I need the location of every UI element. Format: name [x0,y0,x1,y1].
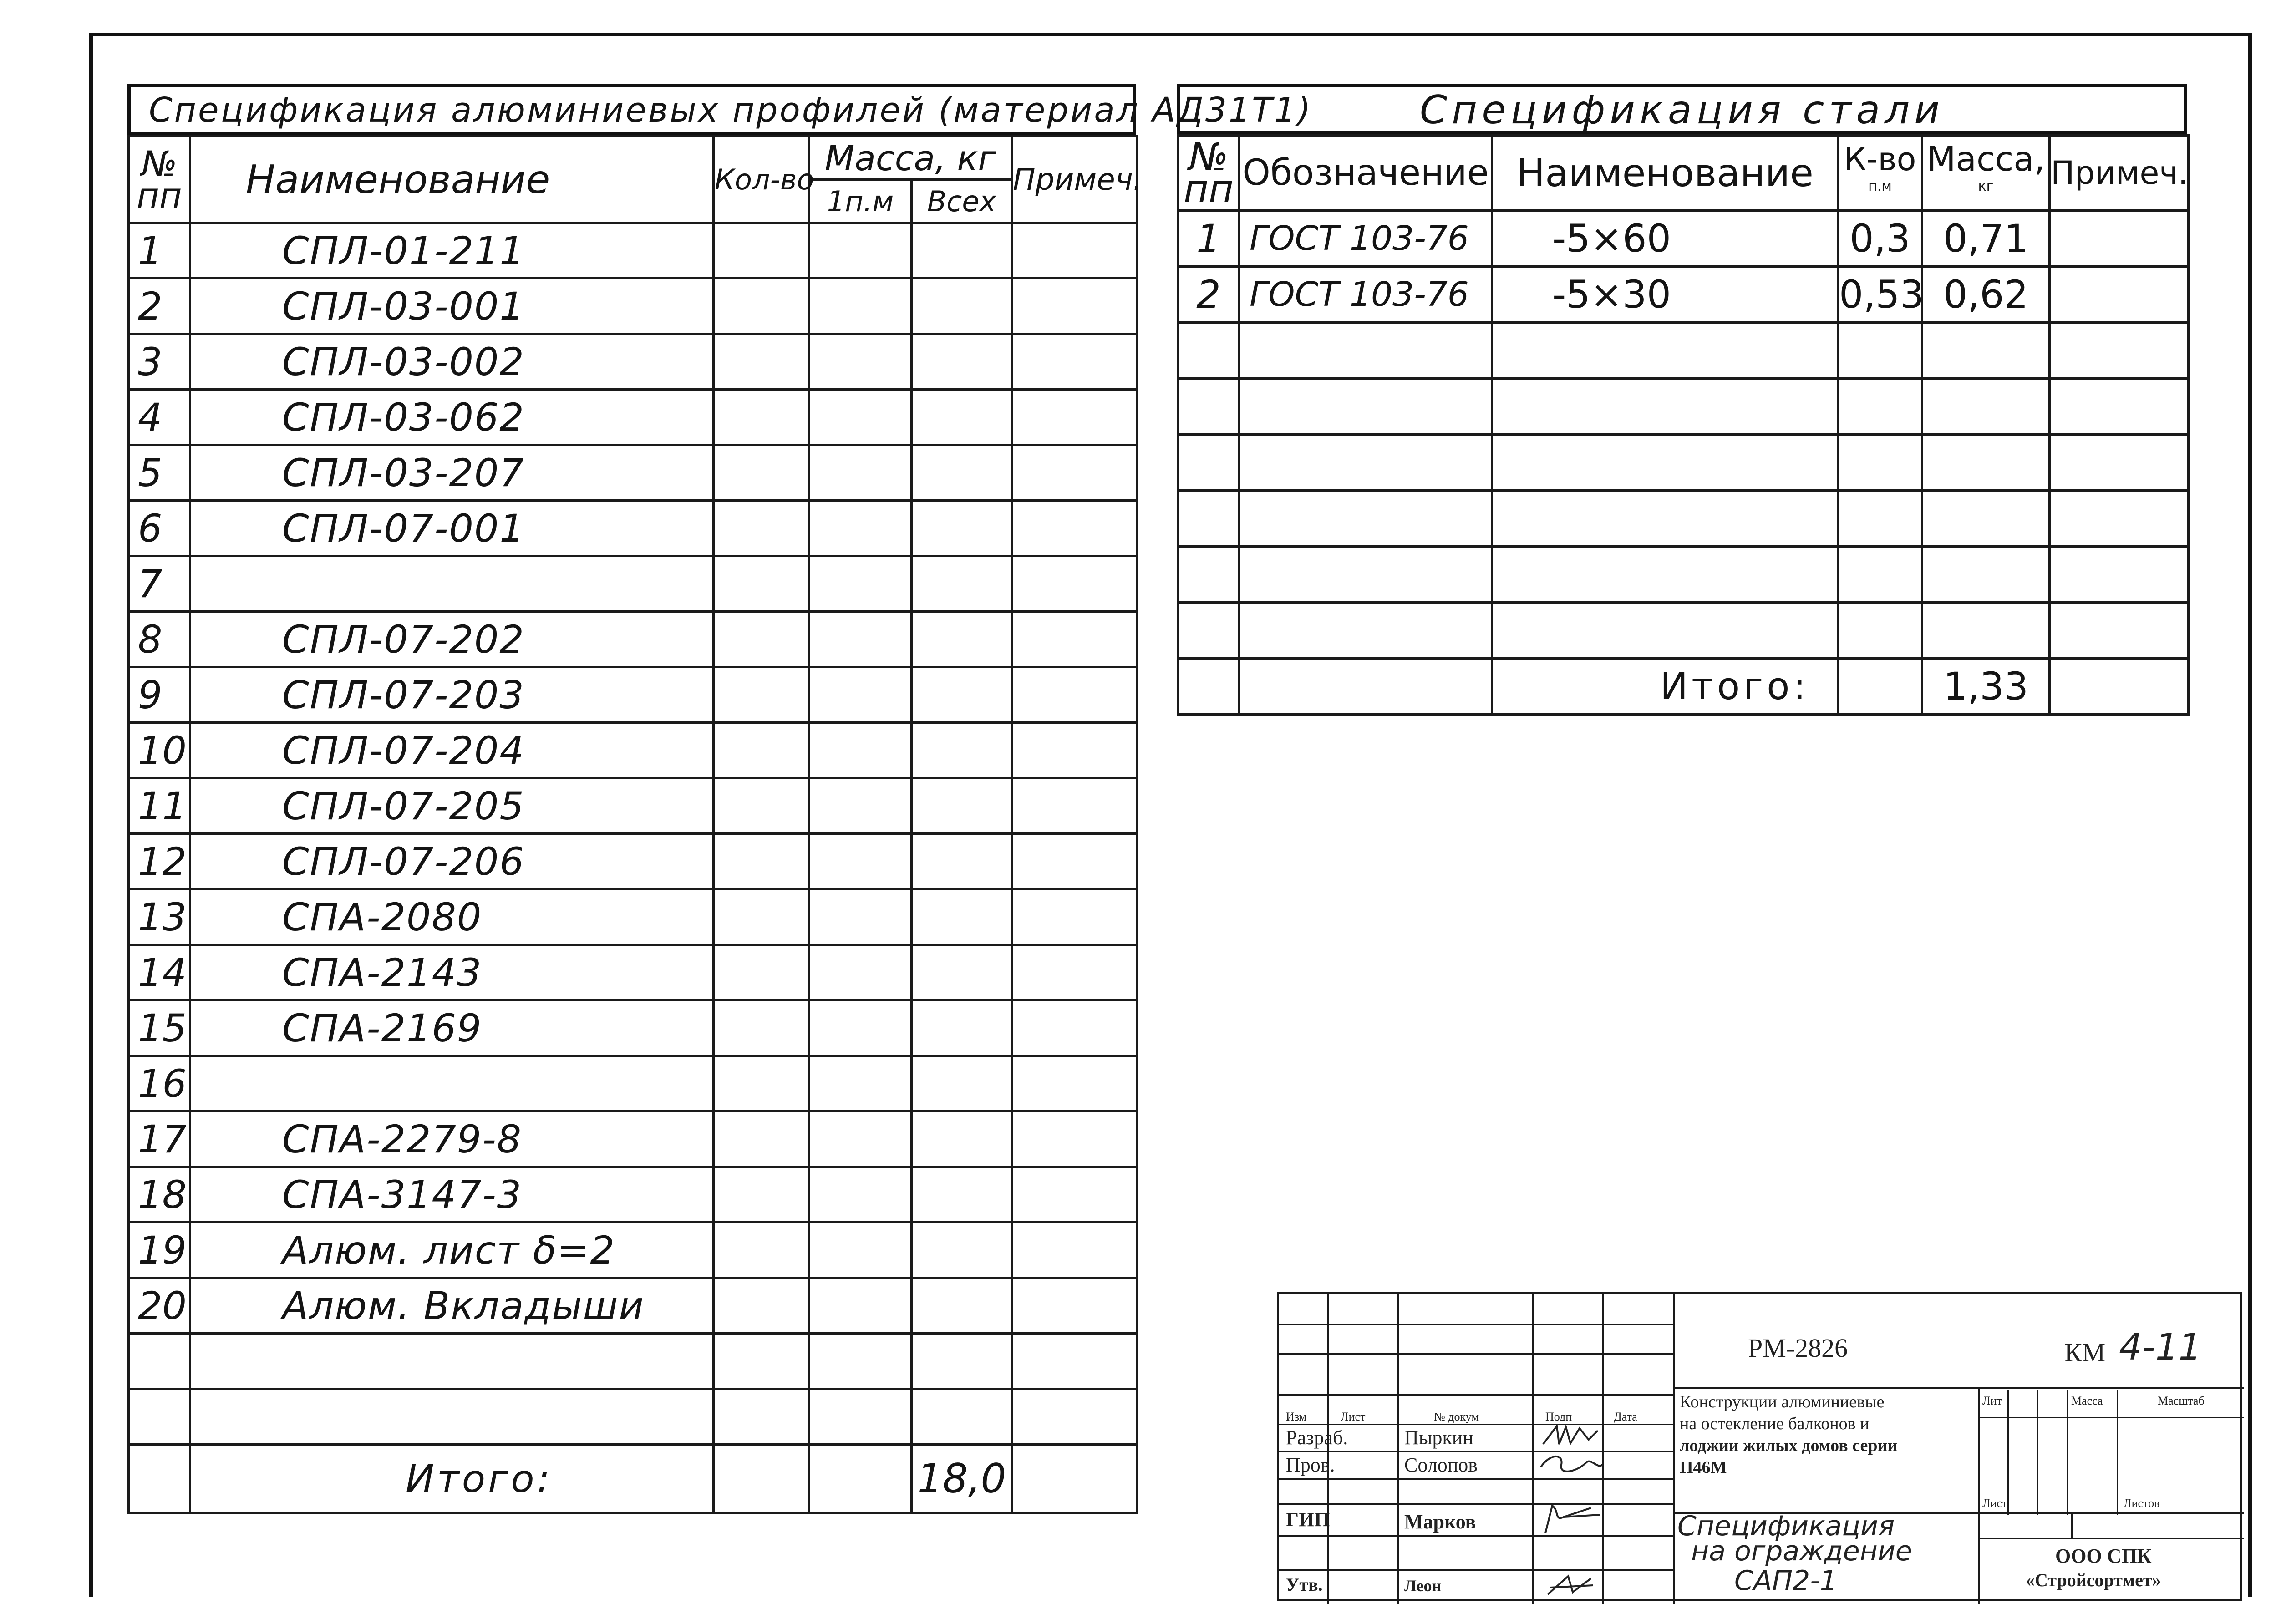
profile-name: СПЛ-01-211 [190,223,714,279]
name-checked: Солопов [1404,1454,1478,1476]
designation-cell: ГОСТ 103-76 [1240,211,1492,267]
mass-per-m-cell [809,945,912,1000]
aluminium-total-label: Итого: [190,1445,714,1513]
qty-cell [714,556,809,612]
mass-total-cell [912,667,1012,723]
steel-header-qty-unit: п.м [1868,178,1892,194]
table-row [129,279,1137,334]
qty-cell [714,501,809,556]
row-number: 20 [129,1278,190,1334]
sheet-code: КМ [2064,1338,2106,1367]
company-line-1: ООО СПК [2055,1545,2152,1567]
row-number: 8 [129,612,190,667]
mass-per-m-cell [809,612,912,667]
steel-spec-grid [1177,134,2190,716]
row-number: 9 [129,667,190,723]
qty-cell [714,1223,809,1278]
table-row [129,834,1137,889]
qty-cell [714,1056,809,1111]
qty-cell [714,223,809,279]
name-gip: Марков [1404,1511,1476,1533]
header-num: № пп [129,137,190,223]
mass-per-m-cell [809,1056,912,1111]
steel-mass-cell: 0,71 [1922,211,2050,267]
note-cell [2050,267,2189,323]
steel-total-value: 1,33 [1922,659,2050,715]
steel-total-label: Итого: [1492,659,1838,715]
mass-per-m-cell [809,445,912,501]
row-number: 3 [129,334,190,390]
name-approved: Леон [1404,1577,1442,1595]
header-qty: Кол-во [714,137,809,223]
steel-header-note: Примеч. [2050,136,2189,211]
header-mass: Масса, кг [809,137,1012,180]
note-cell [1012,279,1137,334]
row-number: 19 [129,1223,190,1278]
row-number: 15 [129,1000,190,1056]
header-mass-per-m: 1п.м [809,180,912,223]
mass-per-m-cell [809,667,912,723]
steel-header-qty [1838,136,1922,211]
company-line-2: «Стройсортмет» [2026,1570,2161,1590]
mass-per-m-cell [809,1111,912,1167]
mass-total-cell [912,1000,1012,1056]
note-cell [1012,834,1137,889]
mass-total-cell [912,1223,1012,1278]
header-name: Наименование [190,137,714,223]
role-developer: Разраб. [1286,1426,1348,1449]
mass-total-cell [912,834,1012,889]
table-row [129,223,1137,279]
title-block [1277,1292,2242,1601]
qty-cell [714,445,809,501]
table-row [129,1278,1137,1334]
note-cell [1012,501,1137,556]
description-line-3: лоджии жилых домов серии [1680,1436,1898,1455]
role-approved: Утв. [1286,1574,1323,1595]
profile-name: СПЛ-07-205 [190,778,714,834]
mass-total-cell [912,723,1012,778]
note-cell [1012,1223,1137,1278]
table-row [129,1056,1137,1111]
note-cell [1012,945,1137,1000]
steel-header-qty-label: К-во [1844,141,1916,178]
qty-cell [714,1000,809,1056]
note-cell [1012,1278,1137,1334]
mass-per-m-cell [809,556,912,612]
role-gip: ГИП [1286,1508,1330,1531]
mass-per-m-cell [809,1223,912,1278]
qty-cell [714,889,809,945]
note-cell [1012,390,1137,445]
steel-name-cell: -5×30 [1492,267,1838,323]
stamp-header-scale: Масштаб [2158,1394,2205,1407]
note-cell [1012,1167,1137,1223]
note-cell [1012,778,1137,834]
profile-name: СПЛ-03-062 [190,390,714,445]
mass-total-cell [912,390,1012,445]
profile-name: СПЛ-07-202 [190,612,714,667]
table-row [129,1000,1137,1056]
mass-total-cell [912,556,1012,612]
profile-name: СПЛ-03-002 [190,334,714,390]
steel-spec-title: Спецификация стали [1177,84,2187,134]
table-row [129,1111,1137,1167]
qty-cell [714,1278,809,1334]
signature-gip [1536,1501,1605,1535]
row-number: 4 [129,390,190,445]
row-number: 13 [129,889,190,945]
row-number: 16 [129,1056,190,1111]
qty-cell [714,1167,809,1223]
row-number: 11 [129,778,190,834]
profile-name: СПЛ-03-001 [190,279,714,334]
mass-per-m-cell [809,334,912,390]
table-row [129,501,1137,556]
profile-name: СПЛ-07-203 [190,667,714,723]
stamp-header-lit: Лит [1982,1394,2002,1407]
mass-per-m-cell [809,223,912,279]
profile-name: СПЛ-07-206 [190,834,714,889]
profile-name: СПЛ-03-207 [190,445,714,501]
note-cell [1012,1000,1137,1056]
row-number: 1 [129,223,190,279]
qty-cell [714,778,809,834]
note-cell [1012,223,1137,279]
row-number: 12 [129,834,190,889]
qty-cell [714,279,809,334]
stamp-header-list: Лист [1341,1410,1366,1423]
row-number: 2 [1178,267,1240,323]
mass-total-cell [912,501,1012,556]
aluminium-total-value: 18,0 [912,1445,1012,1513]
description-line-2: на остекление балконов и [1680,1414,1870,1433]
steel-header-mass-label: Масса, [1926,140,2045,179]
name-developer: Пыркин [1404,1426,1473,1449]
mass-per-m-cell [809,834,912,889]
stamp-header-sheet: Лист [1982,1497,2007,1510]
description-line-4: П46М [1680,1458,1727,1477]
mass-per-m-cell [809,501,912,556]
note-cell [1012,445,1137,501]
mass-per-m-cell [809,723,912,778]
mass-total-cell [912,445,1012,501]
qty-cell [714,945,809,1000]
header-note: Примеч. [1012,137,1137,223]
steel-header-designation: Обозначение [1240,136,1492,211]
row-number: 1 [1178,211,1240,267]
table-row [129,612,1137,667]
profile-name: Алюм. Вкладыши [190,1278,714,1334]
profile-name [190,1056,714,1111]
row-number: 6 [129,501,190,556]
row-number: 17 [129,1111,190,1167]
table-row [129,1167,1137,1223]
profile-name: СПЛ-07-001 [190,501,714,556]
description-line-1: Конструкции алюминиевые [1680,1392,1885,1411]
note-cell [1012,889,1137,945]
table-row [129,1223,1137,1278]
row-number: 7 [129,556,190,612]
stamp-header-doc: № докум [1434,1410,1479,1423]
note-cell [1012,612,1137,667]
profile-name: СПА-2143 [190,945,714,1000]
qty-cell [714,334,809,390]
note-cell [2050,211,2189,267]
signature-checked [1536,1451,1605,1478]
qty-cell [714,390,809,445]
steel-header-name: Наименование [1492,136,1838,211]
row-number: 14 [129,945,190,1000]
stamp-header-izm: Изм [1286,1410,1307,1423]
qty-cell [714,834,809,889]
mass-total-cell [912,945,1012,1000]
steel-header-mass-unit: кг [1978,178,1994,194]
table-row [129,778,1137,834]
steel-qty-cell: 0,3 [1838,211,1922,267]
qty-cell [714,723,809,778]
qty-cell [714,667,809,723]
mass-total-cell [912,889,1012,945]
note-cell [1012,723,1137,778]
steel-qty-cell: 0,53 [1838,267,1922,323]
table-row [1178,211,2189,267]
signature-approved [1541,1567,1600,1599]
drawing-code: РМ-2826 [1748,1333,1848,1363]
mass-total-cell [912,334,1012,390]
stamp-header-massa: Масса [2071,1394,2103,1407]
aluminium-spec-grid [127,135,1143,1514]
drawing-title-line-2: на ограждение [1691,1535,1912,1567]
role-checked: Пров. [1286,1454,1335,1476]
table-row [129,723,1137,778]
qty-cell [714,612,809,667]
profile-name: СПА-2169 [190,1000,714,1056]
mass-total-cell [912,223,1012,279]
table-row [1178,267,2189,323]
signature-developer [1539,1421,1602,1451]
mass-total-cell [912,279,1012,334]
table-row [129,945,1137,1000]
table-row [129,445,1137,501]
mass-per-m-cell [809,1278,912,1334]
profile-name: СПЛ-07-204 [190,723,714,778]
stamp-header-sheets: Листов [2124,1497,2160,1510]
mass-per-m-cell [809,1167,912,1223]
aluminium-spec-title: Спецификация алюминиевых профилей (материал АД31Т1) [127,84,1136,135]
mass-total-cell [912,1167,1012,1223]
qty-cell [714,1111,809,1167]
profile-name [190,556,714,612]
steel-header-mass [1922,136,2050,211]
mass-per-m-cell [809,1000,912,1056]
stamp-header-date: Дата [1614,1410,1637,1423]
mass-per-m-cell [809,778,912,834]
mass-per-m-cell [809,279,912,334]
table-row [129,334,1137,390]
steel-name-cell: -5×60 [1492,211,1838,267]
table-row [129,667,1137,723]
mass-total-cell [912,612,1012,667]
table-row [129,556,1137,612]
mass-total-cell [912,1056,1012,1111]
drawing-title-line-1: Спецификация [1677,1510,1895,1542]
steel-header-num: № пп [1178,136,1240,211]
mass-total-cell [912,778,1012,834]
mass-total-cell [912,1278,1012,1334]
profile-name: СПА-3147-3 [190,1167,714,1223]
stamp-header-sign: Подп [1545,1410,1572,1423]
row-number: 10 [129,723,190,778]
table-row [129,889,1137,945]
profile-name: СПА-2080 [190,889,714,945]
mass-total-cell [912,1111,1012,1167]
row-number: 2 [129,279,190,334]
row-number: 5 [129,445,190,501]
note-cell [1012,1111,1137,1167]
drawing-title-line-3: САП2-1 [1734,1565,1838,1597]
profile-name: СПА-2279-8 [190,1111,714,1167]
note-cell [1012,334,1137,390]
designation-cell: ГОСТ 103-76 [1240,267,1492,323]
header-mass-total: Всех [912,180,1012,223]
row-number: 18 [129,1167,190,1223]
steel-mass-cell: 0,62 [1922,267,2050,323]
sheet-number: 4-11 [2119,1326,2202,1368]
note-cell [1012,667,1137,723]
profile-name: Алюм. лист δ=2 [190,1223,714,1278]
mass-per-m-cell [809,390,912,445]
table-row [129,390,1137,445]
mass-per-m-cell [809,889,912,945]
note-cell [1012,1056,1137,1111]
note-cell [1012,556,1137,612]
